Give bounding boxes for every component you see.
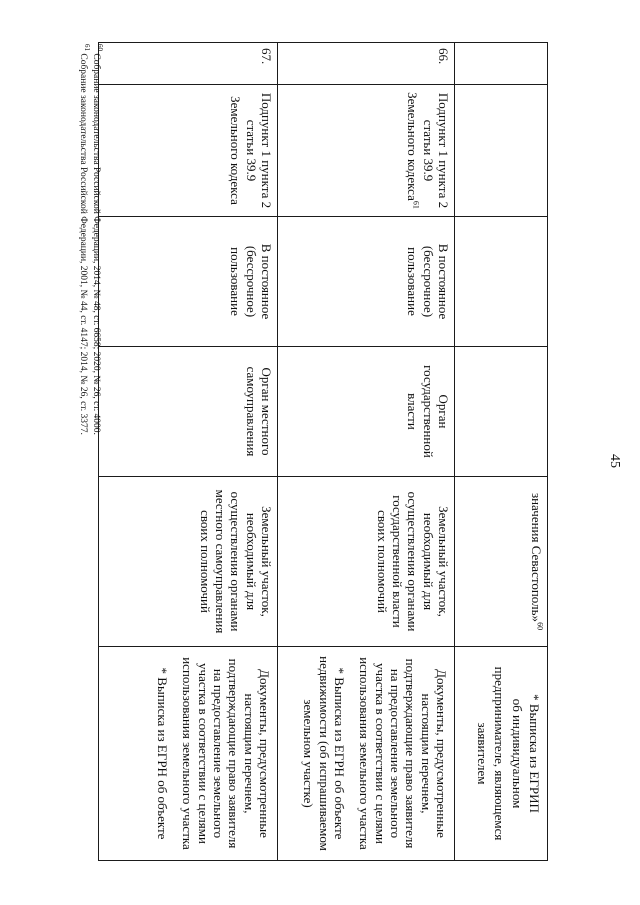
continuation-doc-line: * Выписка из ЕГРИП (527, 694, 542, 813)
continuation-doc-line: заявителем (475, 722, 491, 785)
cell-documents (278, 647, 455, 861)
cell-plot (455, 477, 548, 647)
legal-basis-text: Подпункт 1 пункта 2 статьи 39.9 Земельного кодекса (405, 92, 451, 209)
cell-documents (99, 647, 278, 861)
footnote-text: Собрание законодательства Российской Федерации, 2014, № 48, ст. 6658; 2020, № 26, ст. 4000. (91, 53, 101, 435)
cell-applicant: Орган местного самоуправления (99, 347, 278, 477)
cell-legal-basis (99, 85, 278, 217)
page-number: 45 (607, 454, 622, 468)
continuation-doc-line: предпринимателе, являющемся (492, 666, 508, 841)
cell-right-type (455, 217, 548, 347)
row-number: 67. (99, 43, 278, 85)
table-row-continuation (455, 43, 548, 861)
documents-main-text: Документы, предусмотренные настоящим перечнем, подтверждающие право заявителя на предоставление земельного участка в соответствии с целями использования земельного участка (180, 657, 272, 850)
documents-main-text: Документы, предусмотренные настоящим перечнем, подтверждающие право заявителя на предоставление земельного участка в соответствии с целями использования земельного участка (357, 657, 449, 850)
land-documents-table (98, 42, 548, 861)
continuation-doc-line: об индивидуальном (509, 698, 525, 809)
footnote-ref-60: 60 (535, 622, 545, 631)
cell-applicant: Орган государственной власти (278, 347, 455, 477)
cell-right-type: В постоянное (бессрочное) пользование (278, 217, 455, 347)
cell-right-type: В постоянное (бессрочное) пользование (99, 217, 278, 347)
cell-legal-basis (455, 85, 548, 217)
footnote-mark: 61 (83, 44, 92, 51)
documents-extra-text: * Выписка из ЕГРН об объекте (155, 667, 171, 840)
documents-extra-text: * Выписка из ЕГРН об объекте недвижимости (об испрашиваемом земельном участке) (301, 656, 348, 851)
cell-plot: Земельный участок, необходимый для осуществления органами местного самоуправления своих полномочий (99, 477, 278, 647)
footnotes (76, 44, 105, 864)
row-number: 66. (278, 43, 455, 85)
footnote-ref-61: 61 (411, 200, 421, 209)
footnote-61 (76, 44, 92, 864)
cell-applicant (455, 347, 548, 477)
cell-documents (455, 647, 548, 861)
cell-number (455, 43, 548, 85)
table-row (278, 43, 455, 861)
footnote-60 (89, 44, 105, 864)
legal-basis-text: Подпункт 1 пункта 2 статьи 39.9 Земельного кодекса (228, 92, 274, 209)
cell-legal-basis (278, 85, 455, 217)
footnote-mark: 60 (96, 44, 105, 51)
table-row (99, 43, 278, 861)
continuation-basis-text: значения Севастополь» (529, 492, 544, 623)
cell-plot: Земельный участок, необходимый для осуществления органами государственной власти своих полномочий (278, 477, 455, 647)
footnote-text: Собрание законодательства Российской Федерации, 2001, № 44, ст. 4147; 2014, № 26, ст. 3377. (78, 53, 89, 435)
